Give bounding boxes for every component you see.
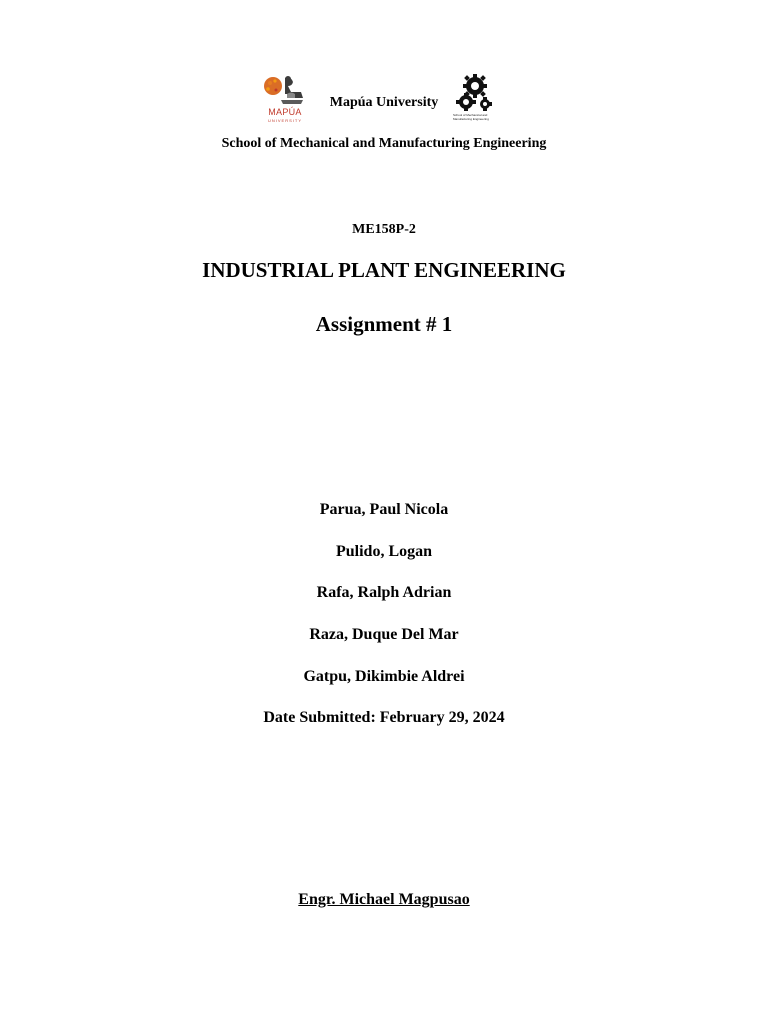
member-name: Raza, Duque Del Mar — [309, 626, 459, 643]
mapua-logo-subtext: UNIVERSITY — [267, 118, 302, 123]
gear-icon — [453, 72, 493, 114]
member-name: Pulido, Logan — [335, 543, 433, 560]
assignment-title: Assignment # 1 — [315, 312, 453, 336]
header-row — [0, 72, 768, 128]
school-logo-caption: School of Mechanical and Manufacturing Engineering — [453, 113, 489, 121]
mapua-logo — [261, 74, 309, 126]
instructor-name: Engr. Michael Magpusao — [298, 891, 470, 908]
member-name: Gatpu, Dikimbie Aldrei — [303, 668, 465, 685]
member-name: Parua, Paul Nicola — [319, 501, 449, 518]
course-title: INDUSTRIAL PLANT ENGINEERING — [202, 258, 566, 282]
school-name: School of Mechanical and Manufacturing Engineering — [221, 136, 547, 151]
course-code: ME158P-2 — [352, 222, 416, 237]
university-name: Mapúa University — [329, 95, 439, 110]
mapua-seal-icon — [261, 74, 309, 108]
school-logo — [453, 72, 493, 130]
date-submitted: Date Submitted: February 29, 2024 — [263, 709, 505, 726]
mapua-logo-text: MAPÚA — [268, 107, 302, 117]
member-name: Rafa, Ralph Adrian — [316, 584, 452, 601]
